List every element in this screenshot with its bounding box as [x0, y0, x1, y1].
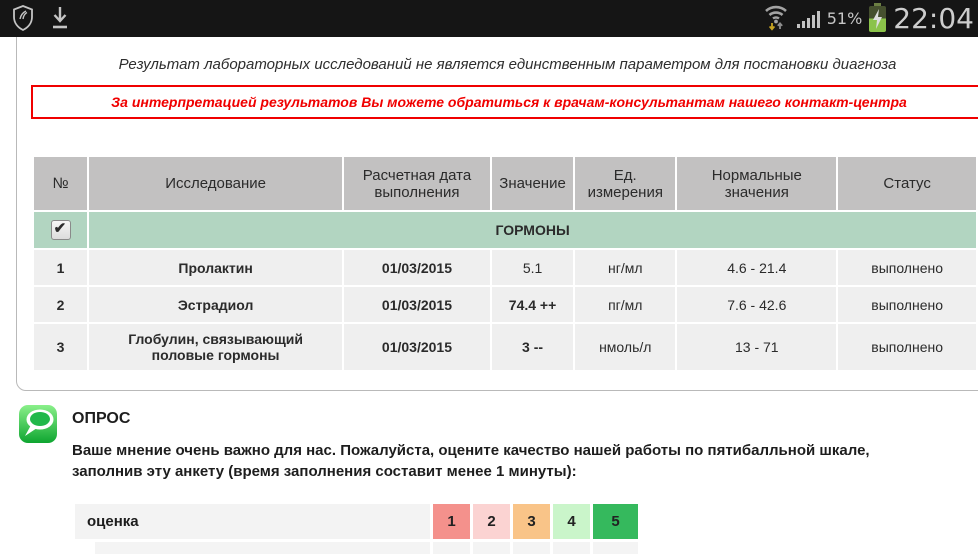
table-header-row: [34, 157, 976, 210]
survey-rating-row: [75, 504, 638, 539]
battery-percent: 51%: [826, 9, 863, 28]
test-date: 01/03/2015: [344, 324, 490, 370]
survey-next-row-label-cell: [95, 542, 430, 554]
rating-cell-stub[interactable]: [593, 542, 638, 554]
normal-range: 13 - 71: [677, 324, 836, 370]
status-badge: выполнено: [838, 287, 976, 322]
wifi-data-icon: [762, 1, 790, 36]
test-name: Глобулин, связывающий половые гормоны: [89, 324, 342, 370]
col-header-value: Значение: [492, 157, 573, 210]
disclaimer-text: Результат лабораторных исследований не является единственным параметром для постановки диагноза: [118, 56, 897, 73]
warning-banner: [31, 85, 978, 119]
survey-description: Ваше мнение очень важно для нас. Пожалуйста, оцените качество нашей работы по пятибалльной шкале, заполнив эту анкету (время заполнения составит менее 1 минуты):: [72, 442, 870, 480]
test-name: Пролактин: [89, 250, 342, 285]
row-number: 1: [34, 250, 87, 285]
result-value: 74.4 ++: [492, 287, 573, 322]
result-unit: нмоль/л: [575, 324, 675, 370]
group-label: ГОРМОНЫ: [89, 212, 976, 248]
rating-option-4[interactable]: 4: [553, 504, 590, 539]
result-value: 3 --: [492, 324, 573, 370]
result-unit: пг/мл: [575, 287, 675, 322]
rating-cell-stub[interactable]: [473, 542, 510, 554]
status-badge: выполнено: [838, 250, 976, 285]
normal-range: 7.6 - 42.6: [677, 287, 836, 322]
chat-bubble-icon: [18, 404, 58, 444]
test-name: Эстрадиол: [89, 287, 342, 322]
col-header-test: Исследование: [89, 157, 342, 210]
col-header-status: Статус: [838, 157, 976, 210]
normal-range: 4.6 - 21.4: [677, 250, 836, 285]
col-header-date: Расчетная дата выполнения: [344, 157, 490, 210]
rating-option-5[interactable]: 5: [593, 504, 638, 539]
status-badge: выполнено: [838, 324, 976, 370]
result-value: 5.1: [492, 250, 573, 285]
group-checkbox-cell: [34, 212, 87, 248]
test-date: 01/03/2015: [344, 287, 490, 322]
row-number: 2: [34, 287, 87, 322]
result-unit: нг/мл: [575, 250, 675, 285]
warning-text: За интерпретацией результатов Вы можете обратиться к врачам-консультантам нашего контакт-центра: [111, 94, 907, 110]
rating-cell-stub[interactable]: [513, 542, 550, 554]
table-row: [34, 250, 976, 285]
rating-option-2[interactable]: 2: [473, 504, 510, 539]
table-row: [34, 324, 976, 370]
rating-cell-stub[interactable]: [433, 542, 470, 554]
test-date: 01/03/2015: [344, 250, 490, 285]
rating-cell-stub[interactable]: [553, 542, 590, 554]
survey-row-label: оценка: [75, 504, 430, 539]
android-status-bar: [0, 0, 978, 37]
download-icon: [50, 5, 70, 36]
rating-option-1[interactable]: 1: [433, 504, 470, 539]
battery-charging-icon: [869, 6, 886, 32]
lab-results-table: [32, 155, 978, 372]
rating-option-3[interactable]: 3: [513, 504, 550, 539]
clock: 22:04: [893, 2, 974, 35]
row-number: 3: [34, 324, 87, 370]
col-header-unit: Ед. измерения: [575, 157, 675, 210]
survey-title: ОПРОС: [72, 410, 131, 427]
table-row: [34, 287, 976, 322]
signal-strength-icon: [797, 10, 820, 28]
col-header-number: №: [34, 157, 87, 210]
col-header-normal-range: Нормальные значения: [677, 157, 836, 210]
group-checkbox[interactable]: [51, 220, 71, 240]
survey-next-row-partial: [95, 542, 638, 554]
shield-antivirus-icon: [12, 5, 34, 36]
group-row-hormones: [34, 212, 976, 248]
